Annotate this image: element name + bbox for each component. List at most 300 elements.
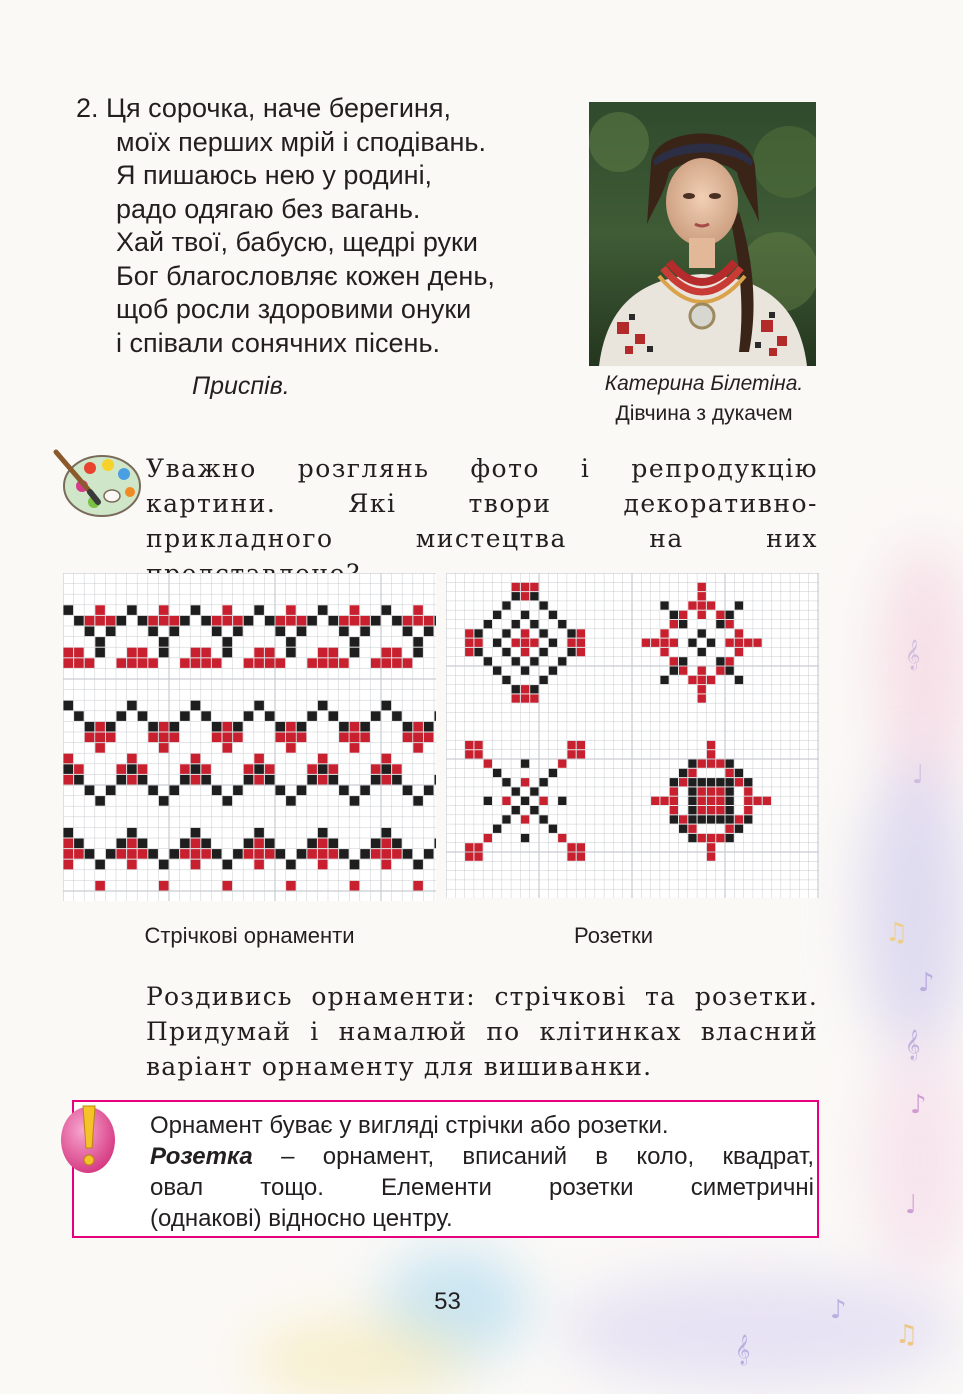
stitch-cell (127, 605, 137, 615)
stitch-cell (484, 797, 492, 805)
stitch-cell (512, 592, 520, 600)
stitch-cell (360, 616, 370, 626)
stitch-cell (286, 648, 296, 658)
stitch-cell (95, 722, 105, 732)
stitch-cell (74, 849, 84, 859)
stitch-cell (540, 797, 548, 805)
stitch-cell (707, 741, 715, 749)
stitch-cell (540, 778, 548, 786)
stitch-cell (254, 658, 264, 668)
music-note-icon: ♫ (895, 1320, 919, 1350)
stitch-cell (660, 601, 668, 609)
stitch-cell (85, 849, 95, 859)
stitch-cell (191, 860, 201, 870)
stitch-cell (484, 760, 492, 768)
music-note-icon: 𝄞 (905, 1030, 921, 1060)
rule-line: Орнамент буває у вигляді стрічки або розетки. (150, 1112, 669, 1139)
task-line: Придумай і намалюй по клітинках власний (146, 1017, 818, 1046)
stitch-cell (64, 764, 74, 774)
stitch-cell (170, 786, 180, 796)
stitch-cell (117, 839, 127, 849)
stitch-cell (512, 583, 520, 591)
stitch-cell (329, 849, 339, 859)
stitch-cell (403, 616, 413, 626)
stitch-cell (707, 843, 715, 851)
stitch-cell (318, 605, 328, 615)
stitch-cell (339, 722, 349, 732)
stitch-cell (159, 881, 169, 891)
stitch-cell (201, 711, 211, 721)
stitch-cell (521, 639, 529, 647)
music-note-icon: ♪ (918, 968, 935, 998)
stitch-cell (329, 839, 339, 849)
stitch-cell (502, 676, 510, 684)
stitch-cell (716, 778, 724, 786)
stitch-cell (484, 834, 492, 842)
stitch-cell (679, 815, 687, 823)
stitch-cell (127, 658, 137, 668)
stitch-cell (350, 648, 360, 658)
stitch-cell (106, 722, 116, 732)
page-number: 53 (434, 1288, 461, 1315)
stitch-cell (392, 711, 402, 721)
stitch-cell (191, 849, 201, 859)
stitch-cell (679, 667, 687, 675)
stitch-cell (360, 627, 370, 637)
stitch-cell (212, 627, 222, 637)
stitch-cell (424, 627, 434, 637)
stitch-cell (138, 849, 148, 859)
stitch-cell (180, 764, 190, 774)
stitch-cell (106, 627, 116, 637)
stitch-cell (371, 658, 381, 668)
stitch-cell (726, 806, 734, 814)
stitch-cell (64, 658, 74, 668)
stitch-cell (753, 639, 761, 647)
stitch-cell (670, 667, 678, 675)
stitch-cell (201, 658, 211, 668)
music-note-icon: 𝄞 (905, 640, 921, 670)
stitch-cell (707, 834, 715, 842)
stitch-cell (521, 583, 529, 591)
stitch-cell (403, 658, 413, 668)
stitch-cell (735, 648, 743, 656)
stitch-cell (223, 743, 233, 753)
stitch-cell (85, 733, 95, 743)
stitch-cell (707, 815, 715, 823)
stitch-cell (159, 605, 169, 615)
stitch-cell (413, 860, 423, 870)
stitch-cell (707, 750, 715, 758)
stitch-cell (577, 629, 585, 637)
stitch-cell (318, 658, 328, 668)
stitch-cell (95, 743, 105, 753)
stitch-cell (502, 778, 510, 786)
stitch-cell (698, 611, 706, 619)
task-question: Уважно розглянь фото і репродукцію картини. Які твори декоративно-прикладного мистецтва на них (146, 454, 818, 553)
stitch-cell (484, 620, 492, 628)
stitch-cell (64, 701, 74, 711)
stitch-cell (698, 592, 706, 600)
music-note-icon: ♩ (905, 1190, 918, 1220)
stitch-cell (318, 754, 328, 764)
stitch-cell (371, 616, 381, 626)
stitch-cell (558, 834, 566, 842)
stitch-cell (191, 754, 201, 764)
stitch-cell (276, 627, 286, 637)
stitch-cell (540, 601, 548, 609)
stitch-cell (577, 750, 585, 758)
stitch-cell (191, 764, 201, 774)
stitch-cell (577, 639, 585, 647)
stitch-cell (763, 797, 771, 805)
stitch-cell (707, 806, 715, 814)
stitch-cell (307, 849, 317, 859)
stitch-cell (148, 722, 158, 732)
stitch-cell (679, 769, 687, 777)
stitch-cell (170, 616, 180, 626)
stitch-cell (117, 711, 127, 721)
stitch-cell (191, 828, 201, 838)
stitch-cell (744, 797, 752, 805)
stitch-cell (435, 839, 437, 849)
stitch-cell (392, 616, 402, 626)
stitch-cell (286, 733, 296, 743)
stitch-cell (512, 694, 520, 702)
stitch-cell (744, 815, 752, 823)
stitch-cell (148, 849, 158, 859)
stitch-cell (679, 620, 687, 628)
stitch-cell (735, 601, 743, 609)
stitch-cell (244, 839, 254, 849)
stitch-cell (212, 733, 222, 743)
stitch-cell (558, 797, 566, 805)
stitch-cell (735, 769, 743, 777)
stitch-cell (698, 806, 706, 814)
stitch-cell (521, 611, 529, 619)
stitch-cell (127, 860, 137, 870)
stitch-cell (707, 676, 715, 684)
stitch-cell (254, 764, 264, 774)
stitch-cell (297, 849, 307, 859)
stitch-cell (530, 787, 538, 795)
stitch-cell (318, 764, 328, 774)
stitch-cell (265, 658, 275, 668)
stitch-cell (106, 849, 116, 859)
stitch-cell (64, 860, 74, 870)
stitch-cell (286, 722, 296, 732)
stitch-cell (521, 797, 529, 805)
music-note-icon: ♫ (885, 918, 909, 948)
stitch-cell (350, 881, 360, 891)
stitch-cell (540, 676, 548, 684)
stitch-cell (339, 733, 349, 743)
stitch-cell (127, 775, 137, 785)
stitch-cell (567, 843, 575, 851)
stitch-cell (138, 711, 148, 721)
stitch-cell (670, 815, 678, 823)
stitch-cell (307, 616, 317, 626)
stitch-cell (670, 787, 678, 795)
stitch-cell (254, 701, 264, 711)
stitch-cell (95, 881, 105, 891)
stitch-cell (726, 787, 734, 795)
stitch-cell (698, 648, 706, 656)
stitch-cell (329, 616, 339, 626)
stitch-cell (138, 658, 148, 668)
stitch-cell (138, 764, 148, 774)
stitch-cell (159, 637, 169, 647)
stitch-cell (95, 605, 105, 615)
stitch-cell (413, 881, 423, 891)
stitch-cell (670, 778, 678, 786)
stitch-cell (484, 657, 492, 665)
stitch-cell (670, 806, 678, 814)
stitch-cell (191, 658, 201, 668)
stitch-cell (512, 787, 520, 795)
stitch-cell (521, 592, 529, 600)
stitch-cell (707, 787, 715, 795)
stitch-cell (350, 733, 360, 743)
stitch-cell (244, 764, 254, 774)
stitch-cell (726, 769, 734, 777)
stitch-cell (382, 658, 392, 668)
stitch-cell (726, 620, 734, 628)
music-note-icon: 𝄞 (735, 1335, 751, 1365)
stitch-cell (530, 657, 538, 665)
stitch-cell (95, 733, 105, 743)
stitch-cell (435, 616, 437, 626)
stitch-cell (688, 778, 696, 786)
stitch-cell (201, 764, 211, 774)
stitch-cell (716, 806, 724, 814)
stitch-cell (413, 743, 423, 753)
stitch-cell (716, 815, 724, 823)
rosette-caption: Розетки (573, 923, 654, 948)
stitch-cell (670, 639, 678, 647)
stitch-cell (244, 849, 254, 859)
stitch-cell (329, 648, 339, 658)
stitch-cell (64, 839, 74, 849)
stitch-cell (318, 701, 328, 711)
verse-line: щоб росли здоровими онуки (116, 294, 472, 324)
stitch-cell (549, 611, 557, 619)
stitch-cell (567, 750, 575, 758)
stitch-cell (567, 853, 575, 861)
stitch-cell (735, 825, 743, 833)
stitch-cell (474, 750, 482, 758)
stitch-cell (350, 796, 360, 806)
stitch-cell (726, 611, 734, 619)
stitch-cell (265, 648, 275, 658)
stitch-cell (223, 616, 233, 626)
stitch-cell (707, 853, 715, 861)
stitch-cell (233, 627, 243, 637)
stitch-cell (276, 722, 286, 732)
stitch-cell (392, 764, 402, 774)
stitch-cell (493, 769, 501, 777)
stitch-cell (382, 775, 392, 785)
stitch-cell (64, 754, 74, 764)
stitch-cell (707, 601, 715, 609)
stitch-cell (138, 616, 148, 626)
stitch-cell (191, 839, 201, 849)
stitch-cell (521, 685, 529, 693)
stitch-cell (64, 648, 74, 658)
stitch-cell (297, 733, 307, 743)
stitch-cell (95, 616, 105, 626)
stitch-cell (360, 786, 370, 796)
stitch-cell (244, 711, 254, 721)
stitch-cell (688, 797, 696, 805)
stitch-cell (74, 616, 84, 626)
stitch-cell (329, 711, 339, 721)
rule-term: Розетка (150, 1143, 253, 1170)
stitch-cell (726, 825, 734, 833)
stitch-cell (413, 796, 423, 806)
stitch-cell (74, 839, 84, 849)
stitch-cell (191, 775, 201, 785)
stitch-cell (244, 775, 254, 785)
stitch-cell (642, 639, 650, 647)
stitch-cell (521, 667, 529, 675)
stitch-cell (735, 639, 743, 647)
painting-title: Дівчина з дукачем (615, 402, 793, 425)
stitch-cell (549, 825, 557, 833)
stitch-cell (350, 860, 360, 870)
stitch-cell (521, 760, 529, 768)
rosette-ornament-illustration (446, 573, 819, 898)
stitch-cell (521, 815, 529, 823)
palette-icon (52, 448, 142, 522)
rosette-ornament-chart (446, 573, 819, 898)
stitch-cell (735, 778, 743, 786)
stitch-cell (392, 839, 402, 849)
stitch-cell (567, 629, 575, 637)
stitch-cell (698, 787, 706, 795)
stitch-cell (201, 616, 211, 626)
stitch-cell (74, 764, 84, 774)
stitch-cell (567, 741, 575, 749)
stitch-cell (382, 764, 392, 774)
ribbon-ornament-chart (63, 573, 436, 901)
music-note-icon: ♩ (912, 760, 925, 790)
stitch-cell (382, 839, 392, 849)
stitch-cell (106, 616, 116, 626)
stitch-cell (716, 620, 724, 628)
stitch-cell (424, 733, 434, 743)
stitch-cell (106, 733, 116, 743)
stitch-cell (148, 616, 158, 626)
stitch-cell (382, 849, 392, 859)
stitch-cell (567, 648, 575, 656)
stitch-cell (530, 639, 538, 647)
stitch-cell (85, 616, 95, 626)
stitch-cell (127, 754, 137, 764)
stitch-cell (85, 722, 95, 732)
stitch-cell (670, 620, 678, 628)
stitch-cell (244, 616, 254, 626)
stitch-cell (465, 648, 473, 656)
stitch-cell (297, 722, 307, 732)
stitch-cell (307, 658, 317, 668)
stitch-cell (726, 760, 734, 768)
stitch-cell (286, 616, 296, 626)
stitch-cell (254, 605, 264, 615)
stitch-cell (530, 583, 538, 591)
stitch-cell (276, 658, 286, 668)
stitch-cell (117, 775, 127, 785)
stitch-cell (474, 629, 482, 637)
stitch-cell (212, 786, 222, 796)
stitch-cell (512, 657, 520, 665)
stitch-cell (502, 815, 510, 823)
stitch-cell (318, 828, 328, 838)
stitch-cell (307, 839, 317, 849)
ribbon-ornament-illustration (63, 573, 436, 901)
stitch-cell (95, 637, 105, 647)
stitch-cell (233, 722, 243, 732)
stitch-cell (679, 611, 687, 619)
stitch-cell (403, 733, 413, 743)
stitch-cell (726, 639, 734, 647)
stitch-cell (286, 881, 296, 891)
stitch-cell (392, 849, 402, 859)
stitch-cell (493, 667, 501, 675)
stitch-cell (170, 733, 180, 743)
stitch-cell (254, 839, 264, 849)
stitch-cell (329, 775, 339, 785)
stitch-cell (95, 648, 105, 658)
stitch-cell (127, 828, 137, 838)
stitch-cell (318, 775, 328, 785)
stitch-cell (254, 860, 264, 870)
stitch-cell (74, 711, 84, 721)
stitch-cell (223, 733, 233, 743)
task-line: варіант орнаменту для вишиванки. (146, 1052, 653, 1081)
stitch-cell (254, 828, 264, 838)
stitch-cell (688, 601, 696, 609)
stitch-cell (360, 733, 370, 743)
stitch-cell (735, 629, 743, 637)
stitch-cell (707, 778, 715, 786)
stitch-cell (707, 797, 715, 805)
stitch-cell (148, 658, 158, 668)
stitch-cell (360, 849, 370, 859)
stitch-cell (474, 648, 482, 656)
stitch-cell (127, 701, 137, 711)
stitch-cell (191, 701, 201, 711)
stitch-cell (660, 797, 668, 805)
stitch-cell (138, 775, 148, 785)
stitch-cell (698, 834, 706, 842)
stitch-cell (329, 764, 339, 774)
stitch-cell (424, 616, 434, 626)
stitch-cell (265, 711, 275, 721)
stitch-cell (549, 667, 557, 675)
girl-portrait-illustration (589, 102, 816, 366)
stitch-cell (502, 601, 510, 609)
stitch-cell (688, 806, 696, 814)
stitch-cell (64, 775, 74, 785)
stitch-cell (286, 605, 296, 615)
stitch-cell (707, 760, 715, 768)
stitch-cell (698, 760, 706, 768)
stitch-cell (493, 611, 501, 619)
stitch-cell (339, 849, 349, 859)
stitch-cell (244, 658, 254, 668)
stitch-cell (64, 605, 74, 615)
